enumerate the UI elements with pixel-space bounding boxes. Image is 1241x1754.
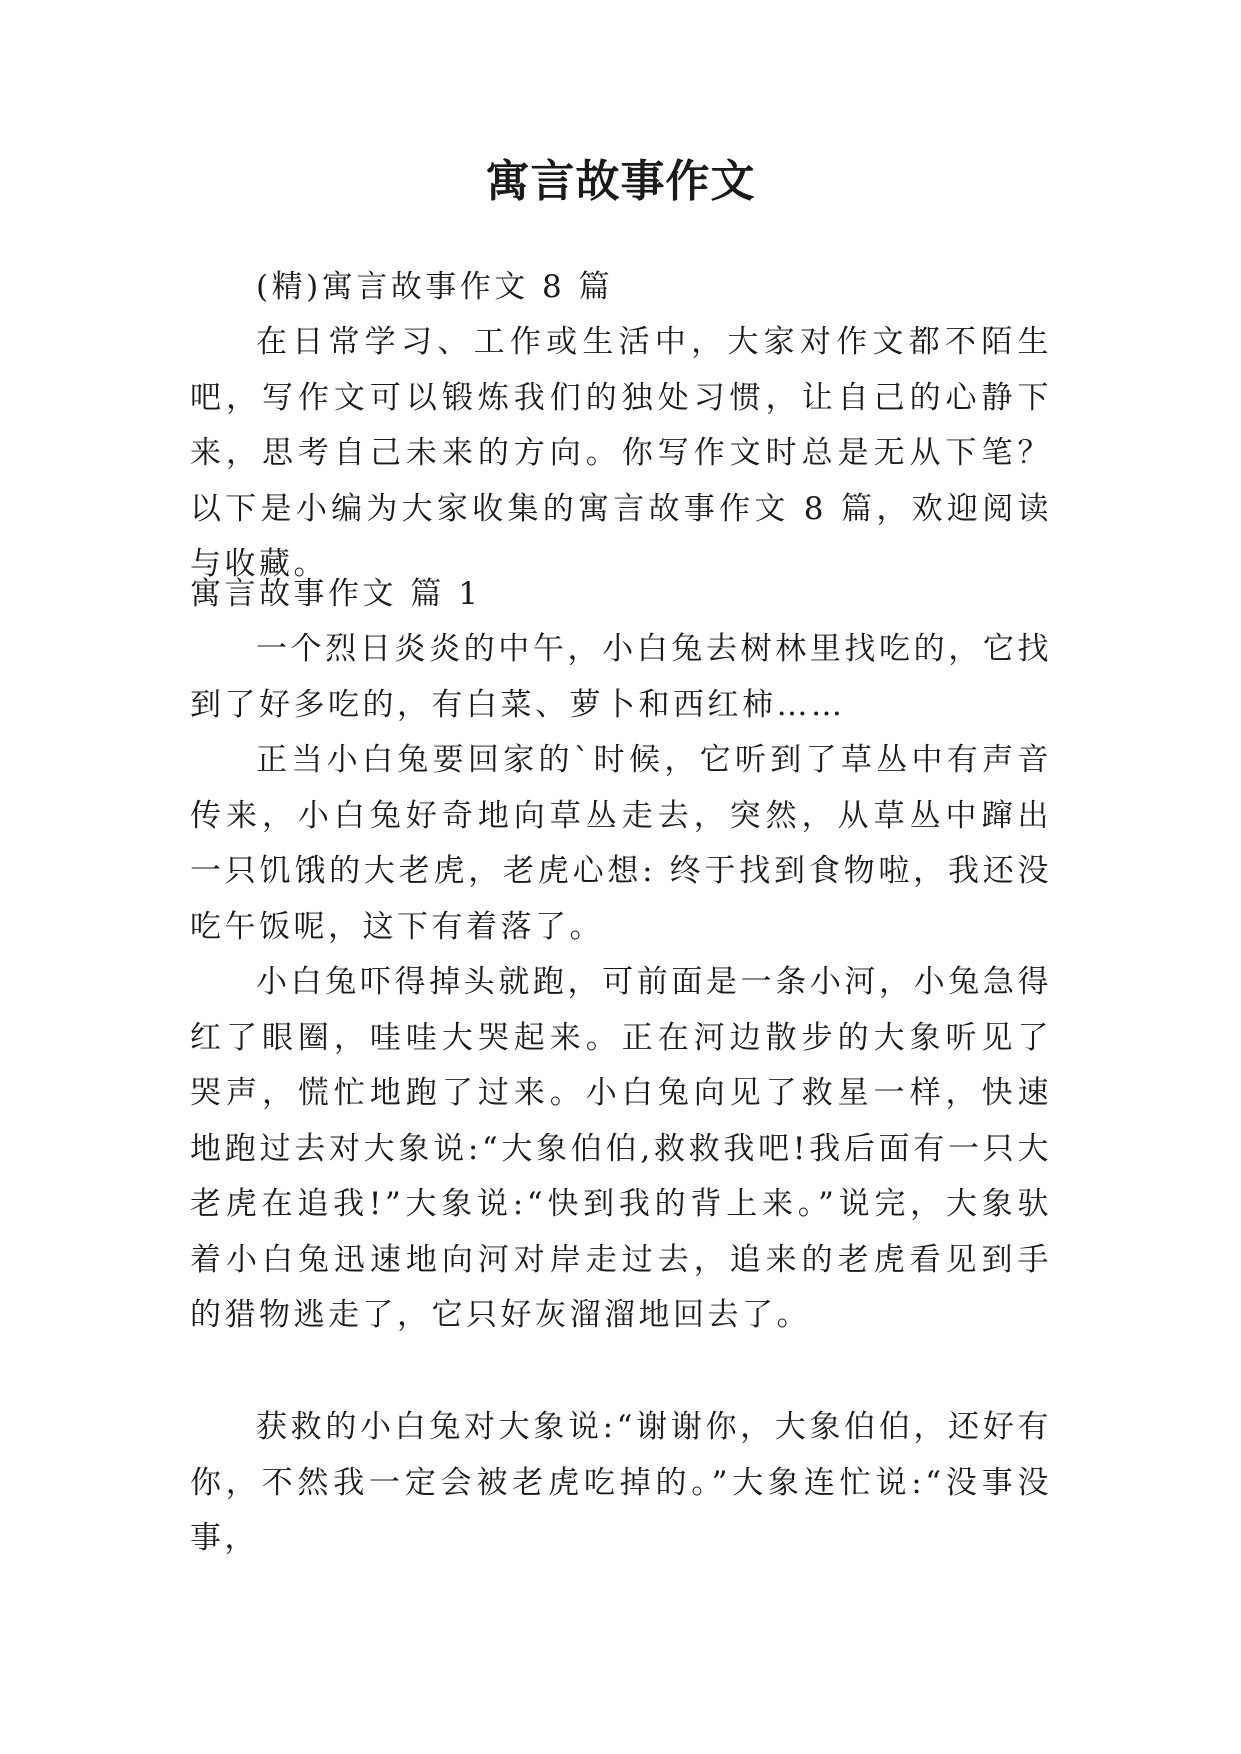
document-title: 寓言故事作文: [485, 156, 756, 207]
body-paragraph: 正当小白兔要回家的`时候，它听到了草丛中有声音传来，小白兔好奇地向草丛走去，突然，从草丛中蹿出一只饥饿的大老虎，老虎心想: 终于找到食物啦，我还没吃午饭呢，这下有着落了。: [190, 742, 1052, 945]
section-heading: 寓言故事作文 篇 1: [190, 576, 482, 612]
body-paragraph: 获救的小白兔对大象说:“谢谢你，大象伯伯，还好有你，不然我一定会被老虎吃掉的。”大象连忙说:“没事没事，: [190, 1409, 1052, 1556]
intro-paragraph: 在日常学习、工作或生活中，大家对作文都不陌生吧，写作文可以锻炼我们的独处习惯，让自己的心静下来，思考自己未来的方向。你写作文时总是无从下笔？以下是小编为大家收集的寓言故事作文 8 篇，欢迎阅读与收藏。: [190, 324, 1052, 582]
document-subtitle: (精)寓言故事作文 8 篇: [256, 269, 614, 305]
body-paragraph: 一个烈日炎炎的中午，小白兔去树林里找吃的，它找到了好多吃的，有白菜、萝卜和西红柿……: [190, 631, 1052, 723]
body-paragraph: 小白兔吓得掉头就跑，可前面是一条小河，小兔急得红了眼圈，哇哇大哭起来。正在河边散步的大象听见了哭声，慌忙地跑了过来。小白兔向见了救星一样，快速地跑过去对大象说:“大象伯伯,救救我吧!我后面有一只大老虎在追我!”大象说:“快到我的背上来。”说完，大象驮着小白兔迅速地向河对岸走过去，追来的老虎看见到手的猎物逃走了，它只好灰溜溜地回去了。: [190, 964, 1052, 1333]
